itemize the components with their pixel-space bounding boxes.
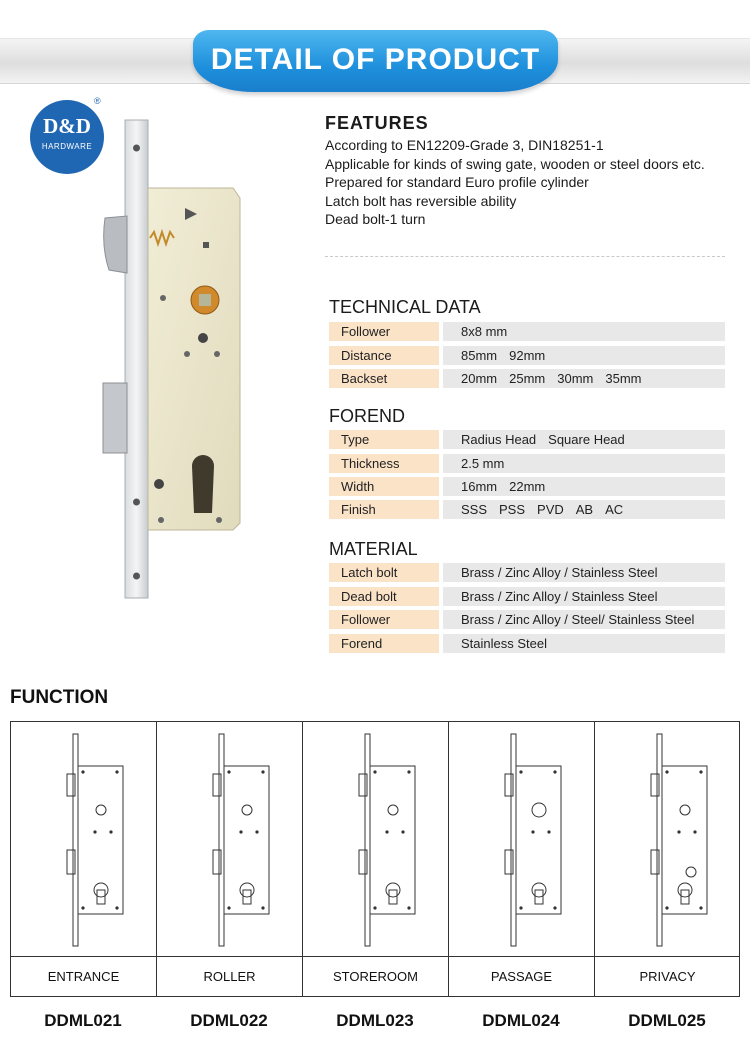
lock-case bbox=[662, 766, 707, 914]
spec-row bbox=[329, 563, 725, 582]
spec-value: 16mm bbox=[461, 479, 498, 494]
screw-hole bbox=[81, 906, 84, 909]
screw-hole bbox=[693, 830, 696, 833]
spec-values bbox=[443, 587, 725, 606]
latch-bolt bbox=[359, 774, 367, 796]
spec-value: Brass / Zinc Alloy / Stainless Steel bbox=[461, 589, 658, 604]
spec-row bbox=[329, 477, 725, 496]
feature-item: Prepared for standard Euro profile cylinder bbox=[325, 174, 589, 190]
spec-label: Finish bbox=[329, 500, 439, 519]
screw-hole bbox=[261, 770, 264, 773]
latch-bolt bbox=[505, 774, 513, 796]
function-cell bbox=[595, 722, 741, 996]
privacy-thumb-hole bbox=[686, 867, 696, 877]
function-label: ENTRANCE bbox=[11, 956, 156, 996]
screw-hole bbox=[531, 830, 534, 833]
follower-hole bbox=[388, 805, 398, 815]
spec-value: AC bbox=[605, 502, 624, 517]
lock-diagram bbox=[303, 722, 448, 956]
spec-label: Type bbox=[329, 430, 439, 449]
spec-values bbox=[443, 322, 725, 341]
function-cell bbox=[449, 722, 595, 996]
screw-hole bbox=[81, 770, 84, 773]
follower-hole bbox=[680, 805, 690, 815]
technical-data-title: TECHNICAL DATA bbox=[329, 297, 481, 317]
spec-label: Distance bbox=[329, 346, 439, 365]
mortise-lock-illustration bbox=[95, 118, 255, 603]
spec-value: 92mm bbox=[509, 348, 546, 363]
screw-hole bbox=[93, 830, 96, 833]
spec-value: 30mm bbox=[557, 371, 594, 386]
screw-hole bbox=[699, 906, 702, 909]
lock-case bbox=[78, 766, 123, 914]
lock-diagram bbox=[595, 722, 740, 956]
screw-hole bbox=[109, 830, 112, 833]
dead-bolt bbox=[67, 850, 75, 874]
banner-title: DETAIL OF PRODUCT bbox=[210, 43, 541, 76]
spec-value: 20mm bbox=[461, 371, 498, 386]
function-label: ROLLER bbox=[157, 956, 302, 996]
features-divider bbox=[325, 256, 725, 257]
spec-values bbox=[443, 477, 725, 496]
latch-bolt bbox=[213, 774, 221, 796]
spec-label: Thickness bbox=[329, 454, 439, 473]
lock-diagram bbox=[157, 722, 302, 956]
spec-row bbox=[329, 634, 725, 653]
forend-plate bbox=[657, 734, 662, 946]
function-label: STOREROOM bbox=[303, 956, 448, 996]
spec-value: 25mm bbox=[509, 371, 546, 386]
spec-value: SSS bbox=[461, 502, 488, 517]
spec-label: Forend bbox=[329, 634, 439, 653]
screw-hole bbox=[227, 770, 230, 773]
dead-bolt bbox=[213, 850, 221, 874]
spec-value: 8x8 mm bbox=[461, 324, 508, 339]
spec-row bbox=[329, 430, 725, 449]
dead-bolt bbox=[651, 850, 659, 874]
spec-value: Brass / Zinc Alloy / Steel/ Stainless Steel bbox=[461, 612, 695, 627]
spec-values bbox=[443, 610, 725, 629]
function-label: PASSAGE bbox=[449, 956, 594, 996]
screw-hole bbox=[373, 770, 376, 773]
spec-label: Follower bbox=[329, 610, 439, 629]
forend-plate bbox=[219, 734, 224, 946]
lock-diagram bbox=[11, 722, 156, 956]
spec-row bbox=[329, 500, 725, 519]
model-code: DDML022 bbox=[190, 1011, 268, 1030]
spec-value: 35mm bbox=[605, 371, 642, 386]
feature-item: Applicable for kinds of swing gate, wooden or steel doors etc. bbox=[325, 155, 705, 172]
function-title: FUNCTION bbox=[10, 687, 109, 708]
registered-mark: ® bbox=[94, 96, 101, 106]
spec-label: Follower bbox=[329, 322, 439, 341]
spec-value: PSS bbox=[499, 502, 526, 517]
lock-case bbox=[370, 766, 415, 914]
follower-hole bbox=[532, 803, 546, 817]
lock-case bbox=[516, 766, 561, 914]
model-code: DDML024 bbox=[482, 1011, 560, 1030]
spec-label: Dead bolt bbox=[329, 587, 439, 606]
screw-hole bbox=[519, 770, 522, 773]
spec-value: PVD bbox=[537, 502, 564, 517]
spec-value: AB bbox=[575, 502, 594, 517]
feature-item: According to EN12209-Grade 3, DIN18251-1 bbox=[325, 137, 604, 153]
feature-item: Dead bolt-1 turn bbox=[325, 211, 426, 227]
spec-value: Stainless Steel bbox=[461, 636, 547, 651]
function-label: PRIVACY bbox=[595, 956, 740, 996]
screw-hole bbox=[553, 906, 556, 909]
spec-row bbox=[329, 322, 725, 341]
spec-values bbox=[443, 634, 725, 653]
follower-hole bbox=[242, 805, 252, 815]
screw-hole bbox=[677, 830, 680, 833]
function-cell bbox=[157, 722, 303, 996]
brand-logo bbox=[30, 100, 104, 174]
features-list bbox=[325, 136, 705, 229]
spec-label: Width bbox=[329, 477, 439, 496]
spec-values bbox=[443, 346, 725, 365]
forend-plate bbox=[365, 734, 370, 946]
spec-values bbox=[443, 430, 725, 449]
forend-plate bbox=[73, 734, 78, 946]
spec-label: Latch bolt bbox=[329, 563, 439, 582]
screw-hole bbox=[239, 830, 242, 833]
latch-bolt bbox=[651, 774, 659, 796]
screw-hole bbox=[665, 906, 668, 909]
spec-values bbox=[443, 369, 725, 388]
screw-hole bbox=[115, 906, 118, 909]
screw-hole bbox=[261, 906, 264, 909]
spec-value: Square Head bbox=[548, 432, 625, 447]
lock-diagram bbox=[449, 722, 594, 956]
lock-case bbox=[224, 766, 269, 914]
spec-value: Radius Head bbox=[461, 432, 537, 447]
dead-bolt bbox=[505, 850, 513, 874]
spec-row bbox=[329, 454, 725, 473]
model-code: DDML023 bbox=[336, 1011, 414, 1030]
screw-hole bbox=[407, 906, 410, 909]
screw-hole bbox=[547, 830, 550, 833]
spec-value: 85mm bbox=[461, 348, 498, 363]
features-title: FEATURES bbox=[325, 113, 429, 133]
spec-row bbox=[329, 610, 725, 629]
model-code: DDML021 bbox=[44, 1011, 122, 1030]
forend-plate bbox=[511, 734, 516, 946]
logo-main-text: D&D bbox=[43, 114, 91, 138]
screw-hole bbox=[407, 770, 410, 773]
spec-row bbox=[329, 369, 725, 388]
screw-hole bbox=[401, 830, 404, 833]
function-cell bbox=[303, 722, 449, 996]
screw-hole bbox=[373, 906, 376, 909]
spec-row bbox=[329, 587, 725, 606]
screw-hole bbox=[255, 830, 258, 833]
screw-hole bbox=[227, 906, 230, 909]
logo-sub-text: HARDWARE bbox=[41, 142, 93, 151]
spec-row bbox=[329, 346, 725, 365]
model-code: DDML025 bbox=[628, 1011, 706, 1030]
screw-hole bbox=[553, 770, 556, 773]
spec-value: 2.5 mm bbox=[461, 456, 505, 471]
screw-hole bbox=[519, 906, 522, 909]
spec-value: 22mm bbox=[509, 479, 546, 494]
function-cell bbox=[11, 722, 157, 996]
latch-bolt bbox=[67, 774, 75, 796]
spec-value: Brass / Zinc Alloy / Stainless Steel bbox=[461, 565, 658, 580]
screw-hole bbox=[665, 770, 668, 773]
spec-values bbox=[443, 454, 725, 473]
screw-hole bbox=[699, 770, 702, 773]
dead-bolt bbox=[359, 850, 367, 874]
spec-label: Backset bbox=[329, 369, 439, 388]
function-grid bbox=[10, 721, 740, 997]
spec-values bbox=[443, 563, 725, 582]
screw-hole bbox=[385, 830, 388, 833]
material-title: MATERIAL bbox=[329, 539, 418, 559]
forend-title: FOREND bbox=[329, 406, 405, 426]
feature-item: Latch bolt has reversible ability bbox=[325, 192, 517, 209]
screw-hole bbox=[115, 770, 118, 773]
follower-hole bbox=[96, 805, 106, 815]
spec-values bbox=[443, 500, 725, 519]
